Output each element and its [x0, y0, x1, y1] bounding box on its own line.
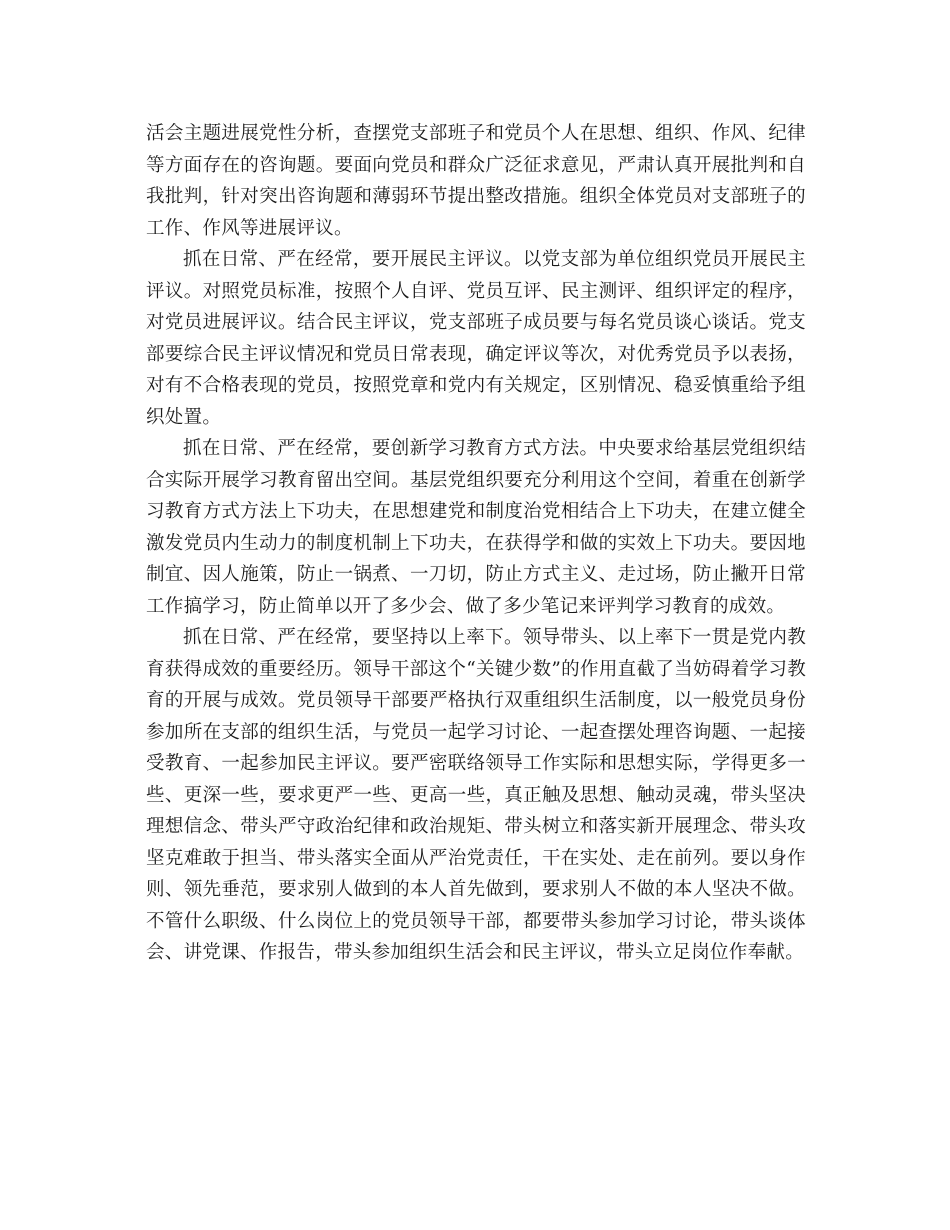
paragraph-lead-by-example: 抓在日常、严在经常，要坚持以上率下。领导带头、以上率下一贯是党内教育获得成效的重要经历。领导干部这个“关键少数”的作用直截了当妨碍着学习教育的开展与成效。党员领导干部要严格执行双重组织生活制度，以一般党员身份参加所在支部的组织生活，与党员一起学习讨论、一起查摆处理咨询题、一起接受教育、一起参加民主评议。要严密联络领导工作实际和思想实际，学得更多一些、更深一些，要求更严一些、更高一些，真正触及思想、触动灵魂，带头坚决理想信念、带头严守政治纪律和政治规矩、带头树立和落实新开展理念、带头攻坚克难敢于担当、带头落实全面从严治党责任，干在实处、走在前列。要以身作则、领先垂范，要求别人做到的本人首先做到，要求别人不做的本人坚决不做。不管什么职级、什么岗位上的党员领导干部，都要带头参加学习讨论，带头谈体会、讲党课、作报告，带头参加组织生活会和民主评议，带头立足岗位作奉献。: [146, 627, 806, 963]
paragraph-education-methods: 抓在日常、严在经常，要创新学习教育方式方法。中央要求给基层党组织结合实际开展学习教育留出空间。基层党组织要充分利用这个空间，着重在创新学习教育方式方法上下功夫，在思想建党和制度治党相结合上下功夫，在建立健全激发党员内生动力的制度机制上下功夫，在获得学和做的实效上下功夫。要因地制宜、因人施策，防止一锅煮、一刀切，防止方式主义、走过场，防止撇开日常工作搞学习，防止简单以开了多少会、做了多少笔记来评判学习教育的成效。: [146, 438, 806, 617]
paragraph-continuation: 活会主题进展党性分析，查摆党支部班子和党员个人在思想、组织、作风、纪律等方面存在的咨询题。要面向党员和群众广泛征求意见，严肃认真开展批判和自我批判，针对突出咨询题和薄弱环节提出整改措施。组织全体党员对支部班子的工作、作风等进展评议。: [146, 123, 806, 239]
document-body: [146, 118, 806, 969]
paragraph-democratic-review: 抓在日常、严在经常，要开展民主评议。以党支部为单位组织党员开展民主评议。对照党员标准，按照个人自评、党员互评、民主测评、组织评定的程序，对党员进展评议。结合民主评议，党支部班子成员要与每名党员谈心谈话。党支部要综合民主评议情况和党员日常表现，确定评议等次，对优秀党员予以表扬，对有不合格表现的党员，按照党章和党内有关规定，区别情况、稳妥慎重给予组织处置。: [146, 249, 806, 428]
